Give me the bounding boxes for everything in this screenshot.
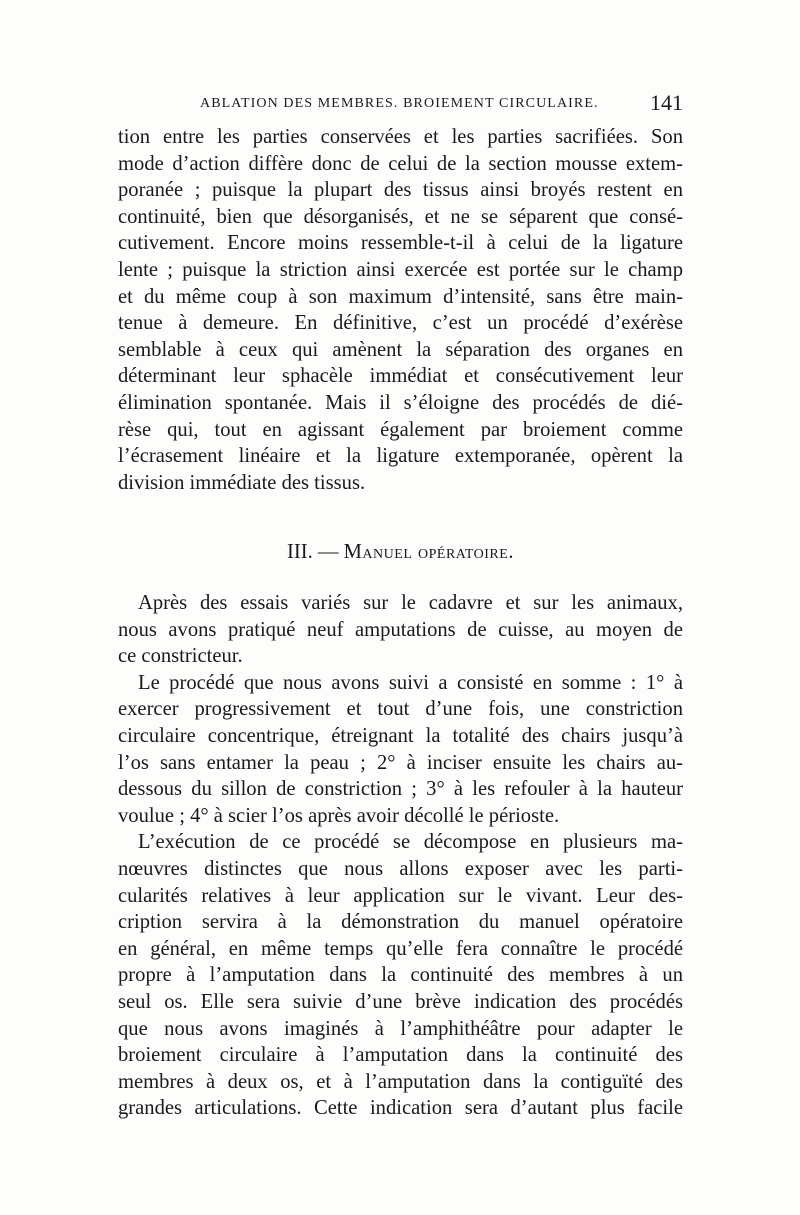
text-line: rèse qui, tout en agissant également par broiement comme	[118, 418, 683, 441]
text-line: circulaire concentrique, étreignant la totalité des chairs jusqu’à	[118, 724, 683, 747]
section-heading	[118, 536, 683, 568]
text-line: tion entre les parties conservées et les parties sacrifiées. Son	[118, 126, 683, 148]
text-line: ce constricteur.	[118, 645, 243, 668]
text-line: division immédiate des tissus.	[118, 471, 366, 494]
section-number: III. —	[287, 541, 339, 563]
page-number: 141	[650, 90, 683, 115]
text-line: nœuvres distinctes que nous allons exposer avec les parti-	[118, 857, 683, 880]
text-line: déterminant leur sphacèle immédiat et consécutivement leur	[118, 365, 683, 388]
text-line: cularités relatives à leur application sur le vivant. Leur des-	[118, 884, 683, 907]
text-line: Le procédé que nous avons suivi a consisté en somme : 1° à	[138, 671, 683, 694]
body-text	[118, 590, 683, 1122]
text-line: poranée ; puisque la plupart des tissus ainsi broyés restent en	[118, 179, 683, 202]
running-title: ABLATION DES MEMBRES. BROIEMENT CIRCULAIRE.	[200, 96, 599, 111]
text-line: mode d’action diffère donc de celui de la section mousse extem-	[118, 152, 683, 175]
text-line: nous avons pratiqué neuf amputations de cuisse, au moyen de	[118, 618, 683, 641]
paragraph-continuation	[118, 124, 683, 496]
text-line: membres à deux os, et à l’amputation dans la contiguïté des	[118, 1070, 683, 1093]
text-line: cription servira à la démonstration du manuel opératoire	[118, 911, 683, 934]
text-line: en général, en même temps qu’elle fera connaître le procédé	[118, 937, 683, 960]
text-line: grandes articulations. Cette indication sera d’autant plus facile	[118, 1097, 683, 1120]
text-line: lente ; puisque la striction ainsi exercée est portée sur le champ	[118, 258, 683, 281]
text-line: dessous du sillon de constriction ; 3° à les refouler à la hauteur	[118, 778, 683, 801]
text-line: continuité, bien que désorganisés, et ne se séparent que consé-	[118, 205, 683, 228]
text-line: l’écrasement linéaire et la ligature extemporanée, opèrent la	[118, 445, 683, 468]
running-header	[118, 92, 683, 122]
text-line: et du même coup à son maximum d’intensité, sans être main-	[118, 285, 683, 308]
text-line: broiement circulaire à l’amputation dans la continuité des	[118, 1044, 683, 1067]
text-line: cutivement. Encore moins ressemble-t-il à celui de la ligature	[118, 232, 683, 255]
text-line: élimination spontanée. Mais il s’éloigne des procédés de dié-	[118, 391, 683, 414]
text-line: seul os. Elle sera suivie d’une brève indication des procédés	[118, 990, 683, 1013]
text-line: semblable à ceux qui amènent la séparation des organes en	[118, 338, 683, 361]
section-title: Manuel opératoire.	[343, 541, 514, 563]
text-line: propre à l’amputation dans la continuité des membres à un	[118, 964, 683, 987]
text-line: voulue ; 4° à scier l’os après avoir décollé le périoste.	[118, 804, 560, 827]
text-line: tenue à demeure. En définitive, c’est un procédé d’exérèse	[118, 312, 683, 335]
text-line: exercer progressivement et tout d’une fois, une constriction	[118, 698, 683, 721]
text-line: Après des essais variés sur le cadavre et sur les animaux,	[138, 592, 683, 614]
text-line: l’os sans entamer la peau ; 2° à inciser ensuite les chairs au-	[118, 751, 683, 774]
text-line: que nous avons imaginés à l’amphithéâtre pour adapter le	[118, 1017, 683, 1040]
text-line: L’exécution de ce procédé se décompose en plusieurs ma-	[138, 831, 683, 854]
